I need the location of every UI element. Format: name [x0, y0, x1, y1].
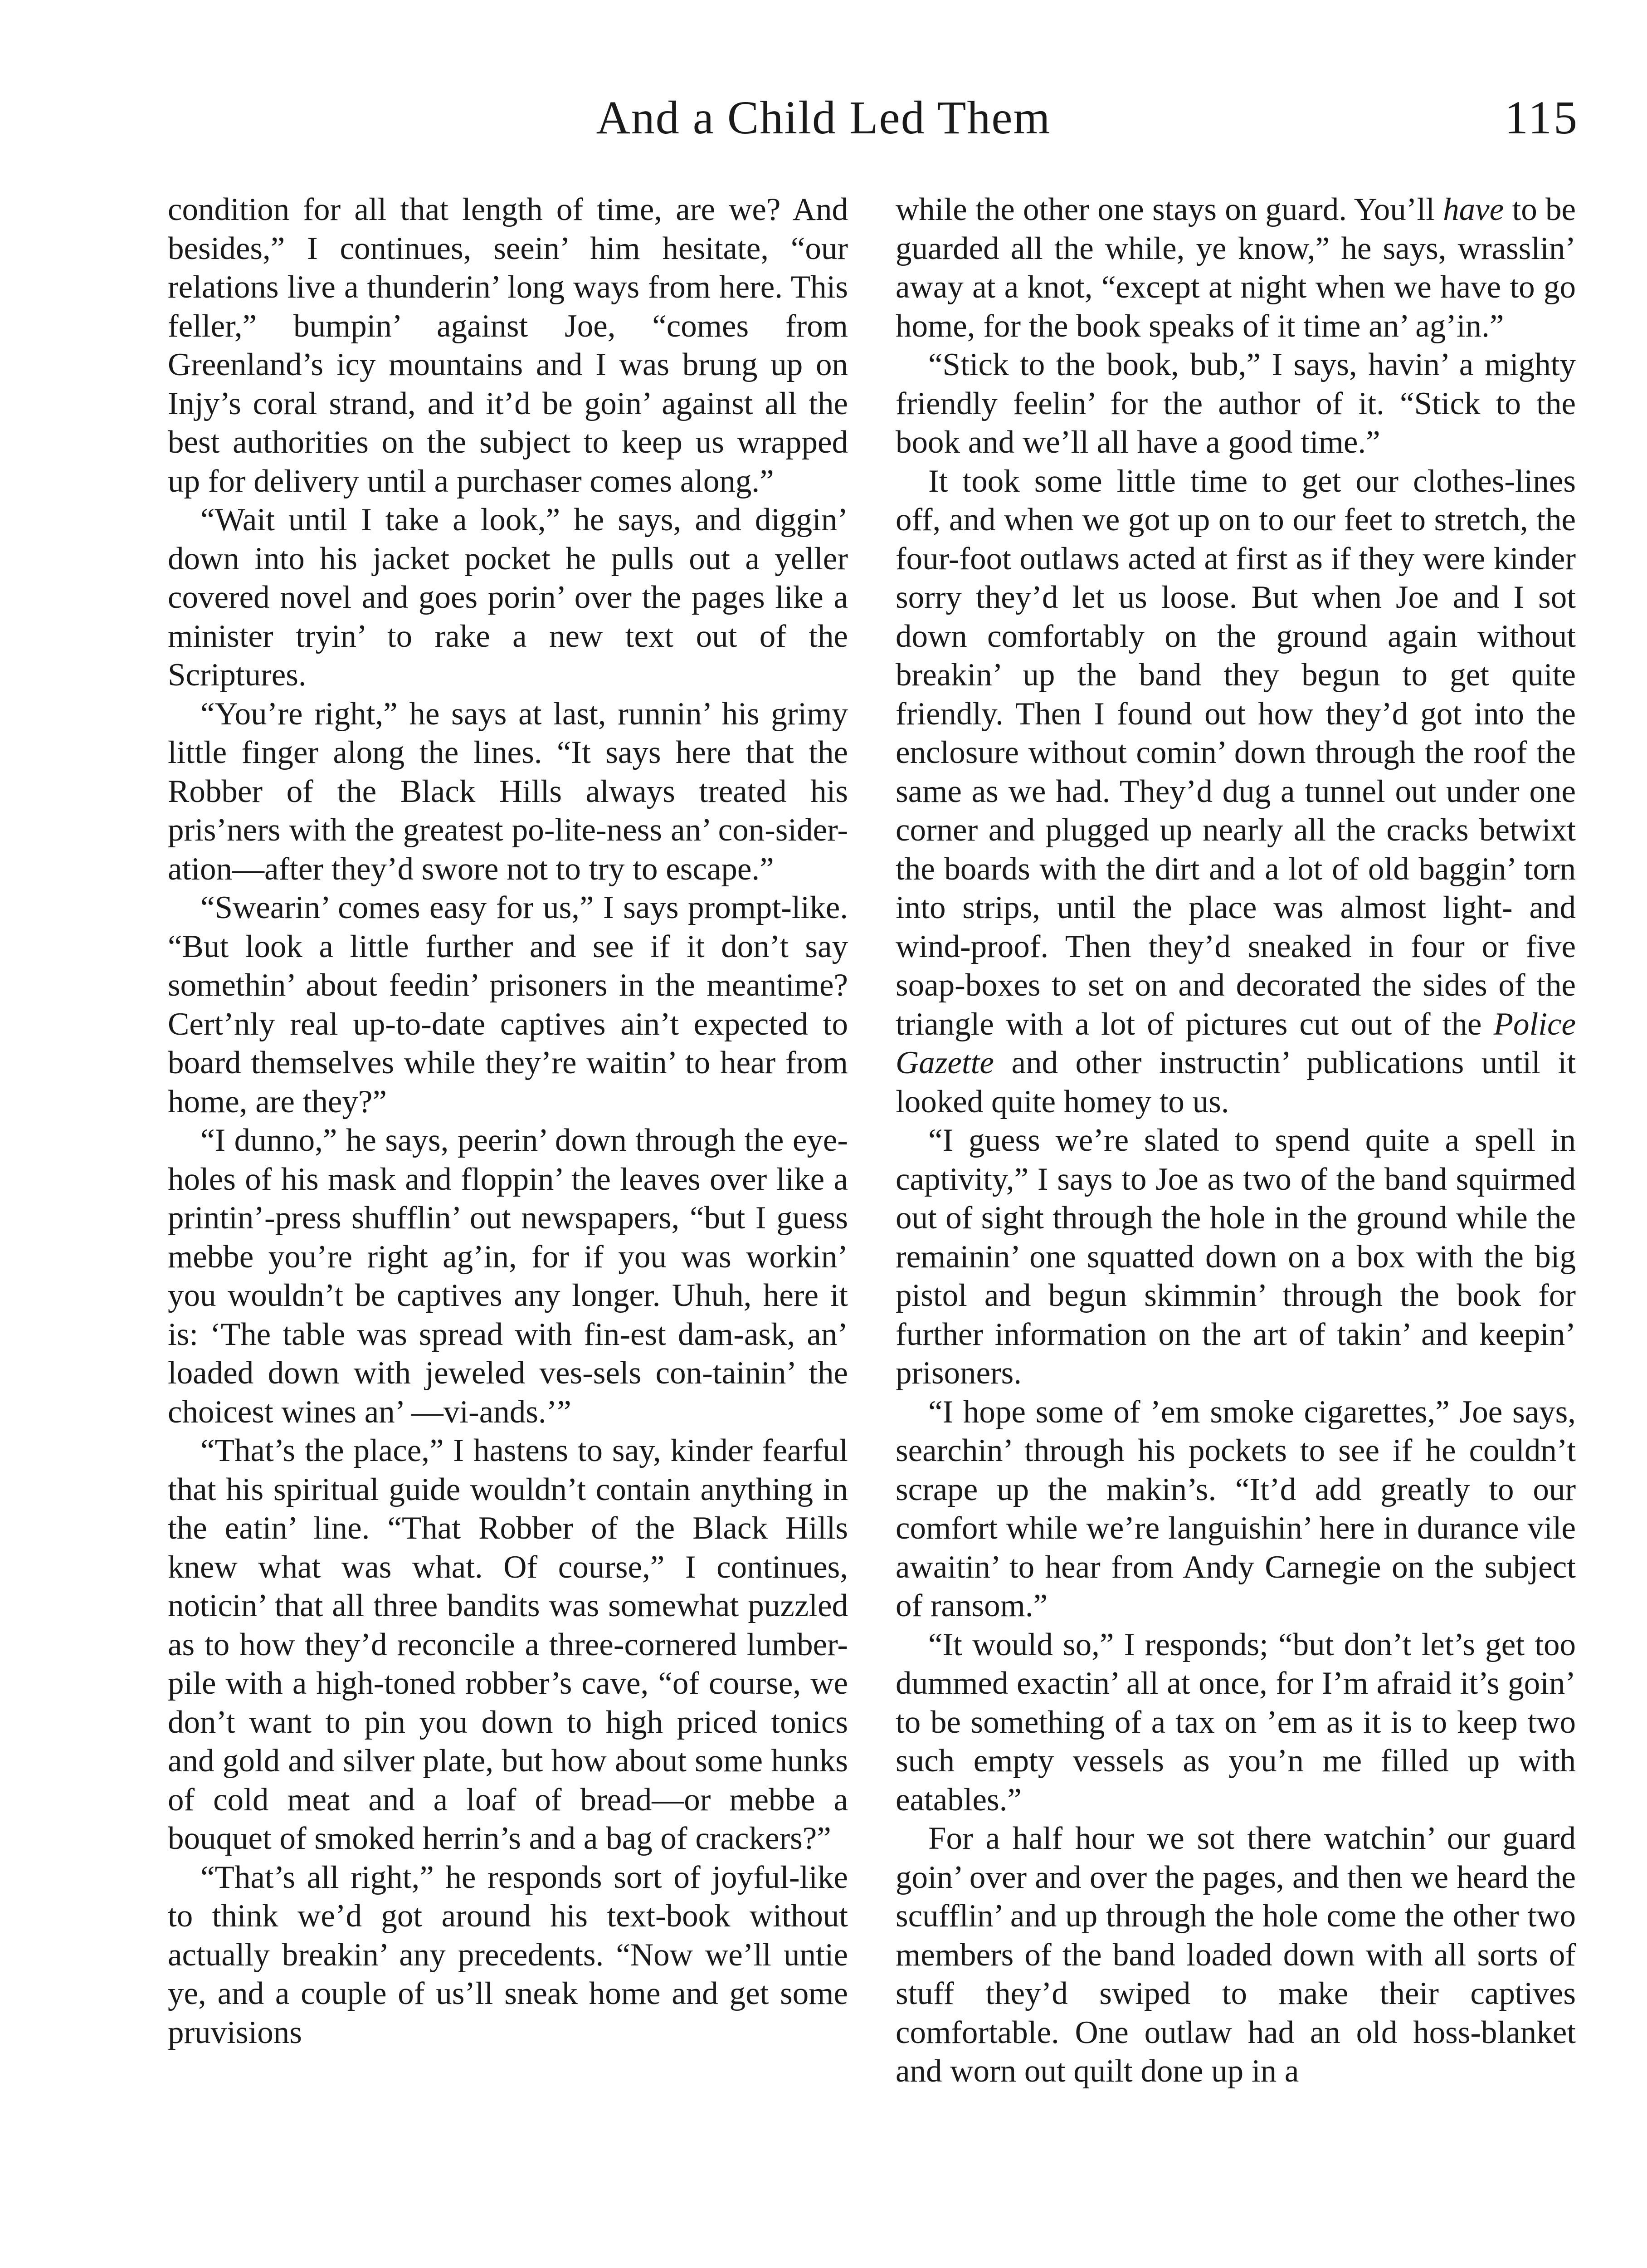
paragraph-text: while the other one stays on guard. You’ll	[896, 192, 1443, 227]
paragraph: “I hope some of ’em smoke cigarettes,” Joe says, searchin’ through his pockets to see if he couldn’t scrape up the makin’s. “It’d add greatly to our comfort while we’re languishin’ here in durance vile awaitin’ to hear from Andy Carnegie on the subject of ransom.”	[896, 1394, 1576, 1623]
paragraph: “Stick to the book, bub,” I says, havin’ a mighty friendly feelin’ for the author of it. “Stick to the book and we’ll all have a good time.”	[896, 347, 1576, 460]
paragraph	[896, 191, 1576, 346]
paragraph-text: It took some little time to get our clothes-lines off, and when we got up on to our feet to stretch, the four-foot outlaws acted at first as if they were kinder sorry they’d let us loose. But when Joe and I sot down comfortably on the ground again without breakin’ up the band they begun to get quite friendly. Then I found out how they’d got into the enclosure without comin’ down through the roof the same as we had. They’d dug a tunnel out under one corner and plugged up nearly all the cracks betwixt the boards with the dirt and a lot of old baggin’ torn into strips, until the place was almost light- and wind-proof. Then they’d sneaked in four or five soap-boxes to set on and decorated the sides of the triangle with a lot of pictures cut out of the	[896, 463, 1576, 1042]
running-title: And a Child Led Them	[596, 92, 1051, 144]
paragraph-text: to be guarded all the while, ye know,” he says, wrasslin’ away at a knot, “except at night when we have to go home, for the book speaks of it time an’ ag’in.”	[896, 192, 1576, 344]
paragraph	[896, 462, 1576, 1122]
paragraph: “You’re right,” he says at last, runnin’ his grimy little finger along the lines. “It says here that the Robber of the Black Hills always treated his pris’ners with the greatest po-lite-ness an’ con-sider-ation—after they’d swore not to try to escape.”	[168, 696, 848, 887]
page-number: 115	[1504, 92, 1579, 144]
paragraph-text: and other instructin’ publications until it looked quite homey to us.	[896, 1045, 1576, 1119]
paragraph: “I guess we’re slated to spend quite a spell in captivity,” I says to Joe as two of the band squirmed out of sight through the hole in the ground while the remainin’ one squatted down on a box with the big pistol and begun skimmin’ through the book for further information on the art of takin’ and keepin’ prisoners.	[896, 1123, 1576, 1391]
paragraph: “Swearin’ comes easy for us,” I says prompt-like. “But look a little further and see if it don’t say somethin’ about feedin’ prisoners in the meantime? Cert’nly real up-to-date captives ain’t expected to board themselves while they’re waitin’ to hear from home, are they?”	[168, 890, 848, 1119]
emphasis-text: have	[1443, 192, 1504, 227]
left-column	[168, 191, 848, 2052]
right-column	[896, 191, 1576, 2091]
paragraph: “That’s the place,” I hastens to say, kinder fearful that his spiritual guide wouldn’t contain anything in the eatin’ line. “That Robber of the Black Hills knew what was what. Of course,” I continues, noticin’ that all three bandits was somewhat puzzled as to how they’d reconcile a three-cornered lumber-pile with a high-toned robber’s cave, “of course, we don’t want to pin you down to high priced tonics and gold and silver plate, but how about some hunks of cold meat and a loaf of bread—or mebbe a bouquet of smoked herrin’s and a bag of crackers?”	[168, 1433, 848, 1856]
paragraph: “It would so,” I responds; “but don’t let’s get too dummed exactin’ all at once, for I’m afraid it’s goin’ to be something of a tax on ’em as it is to keep two such empty vessels as you’n me filled up with eatables.”	[896, 1627, 1576, 1818]
paragraph: “I dunno,” he says, peerin’ down through the eye-holes of his mask and floppin’ the leaves over like a printin’-press shufflin’ out newspapers, “but I guess mebbe you’re right ag’in, for if you was workin’ you wouldn’t be captives any longer. Uhuh, here it is: ‘The table was spread with fin-est dam-ask, an’ loaded down with jeweled ves-sels con-tainin’ the choicest wines an’ —vi-ands.’”	[168, 1123, 848, 1430]
publication-title: Police Gazette	[896, 1006, 1576, 1080]
paragraph: For a half hour we sot there watchin’ our guard goin’ over and over the pages, and then we heard the scufflin’ and up through the hole come the other two members of the band loaded down with all sorts of stuff they’d swiped to make their captives comfortable. One outlaw had an old hoss-blanket and worn out quilt done up in a	[896, 1821, 1576, 2089]
paragraph: “That’s all right,” he responds sort of joyful-like to think we’d got around his text-book without actually breakin’ any precedents. “Now we’ll untie ye, and a couple of us’ll sneak home and get some pruvisions	[168, 1859, 848, 2050]
paragraph: condition for all that length of time, are we? And besides,” I continues, seein’ him hesitate, “our relations live a thunderin’ long ways from here. This feller,” bumpin’ against Joe, “comes from Greenland’s icy mountains and I was brung up on Injy’s coral strand, and it’d be goin’ against all the best authorities on the subject to keep us wrapped up for delivery until a purchaser comes along.”	[168, 192, 848, 499]
paragraph: “Wait until I take a look,” he says, and diggin’ down into his jacket pocket he pulls out a yeller covered novel and goes porin’ over the pages like a minister tryin’ to rake a new text out of the Scriptures.	[168, 502, 848, 693]
